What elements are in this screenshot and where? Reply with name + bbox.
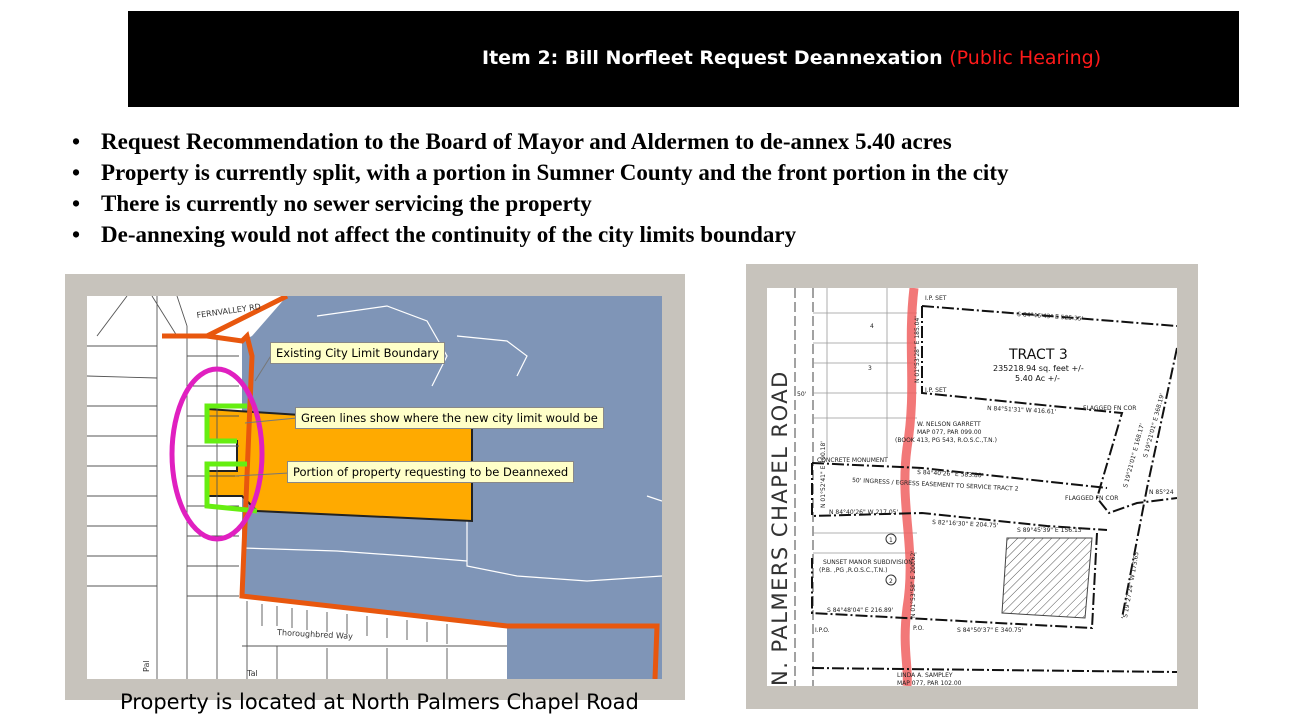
tract-area: 235218.94 sq. feet +/- [993,364,1084,373]
bearing-label: N 85°24 [1149,489,1174,496]
owner-line: MAP 077, PAR 099.00 [917,429,982,436]
bullet-item [70,219,1008,250]
marker-label: I.P.O. [815,627,830,634]
subdivision-line: SUNSET MANOR SUBDIVISION [823,559,913,566]
lot-number: 1 [889,537,893,544]
street-label-thoroughbred: Thoroughbred Way [276,628,354,641]
tract-acres: 5.40 Ac +/- [1015,374,1060,383]
bearing-label: S 84°50'37" E 340.75' [957,627,1024,634]
survey-plat [767,288,1177,686]
bearing-label: S 84°48'04" E 216.89' [827,607,894,614]
easement-label: 50' INGRESS / EGRESS EASEMENT TO SERVICE TRACT 2 [851,477,1019,493]
bearing-label: S 89°45'39" E 156.13' [1017,527,1084,534]
bullet-dot: • [72,129,81,154]
lot-number: 4 [870,323,874,330]
bearing-label: N 84°51'31" W 416.61' [986,405,1057,416]
marker-label: I.P. SET [925,387,947,394]
bearing-label: S 19°21'01" E 368.19' [1142,392,1167,459]
marker-label: FLAGGED FN COR [1065,495,1119,502]
bullet-list [70,126,1008,250]
bullet-dot: • [72,191,81,216]
owner-line: W. NELSON GARRETT [917,421,981,428]
owner-line: (BOOK 413, PG 543, R.O.S.C.,T.N.) [895,437,997,444]
callout-new-limit: Green lines show where the new city limit would be [295,407,604,429]
street-label-pal: Pal [142,660,151,672]
bearing-label: S 19°21'01" E 168.17' [1122,422,1147,489]
lot-number: 3 [868,365,872,372]
bearing-label: N 01°53'28" E 185.04' [914,316,921,383]
bearing-label: N 01°52'41" E 100.18' [820,441,827,508]
bullet-text: Property is currently split, with a portion in Sumner County and the front portion in the city [101,160,1009,185]
bullet-item [70,126,1008,157]
street-label-tal: Tal [247,669,258,678]
neighbor-line: LINDA A. SAMPLEY [897,672,953,679]
bullet-text: Request Recommendation to the Board of Mayor and Aldermen to de-annex 5.40 acres [101,129,952,154]
callout-existing-boundary: Existing City Limit Boundary [270,342,445,364]
road-label: N. PALMERS CHAPEL ROAD [768,370,792,686]
survey-plat-svg [767,288,1177,686]
tract-title: TRACT 3 [1009,347,1068,363]
bearing-label: S 82°16'30" E 204.75' [931,519,999,530]
callout-deannex-portion: Portion of property requesting to be Deannexed [287,461,574,483]
title-highlight: (Public Hearing) [949,47,1102,69]
bullet-text: De-annexing would not affect the continuity of the city limits boundary [101,222,797,247]
bearing-label: N 01°53'58" E 200.62' [910,551,917,618]
bearing-label: S 19°27'24" W 173.65' [1122,549,1141,619]
marker-label: P.O. [913,625,924,632]
marker-label: I.P. SET [925,295,947,302]
bullet-item [70,188,1008,219]
marker-label: FLAGGED FN COR [1083,405,1137,412]
bullet-item [70,157,1008,188]
bearing-label: 50' [797,391,807,398]
bullet-text: There is currently no sewer servicing the property [101,191,592,216]
bullet-dot: • [72,160,81,185]
left-map [87,296,662,679]
subdivision-line: (P.B. ,PG ,R.O.S.C.,T.N.) [819,567,888,574]
bearing-label: S 84°40'26" E 583.80' [916,469,984,480]
map-caption: Property is located at North Palmers Chapel Road [120,690,639,714]
lot-number: 2 [889,578,893,585]
street-label-fernvalley: FERNVALLEY RD [196,302,262,320]
bearing-label: N 84°40'26" W 217.05' [829,509,899,516]
hatched-area [1002,538,1092,618]
slide-title [482,47,1101,69]
title-main: Item 2: Bill Norfleet Request Deannexation [482,47,943,69]
bullet-dot: • [72,222,81,247]
bearing-label: S 84°46'43" E 525.35' [1016,311,1084,323]
marker-label: CONCRETE MONUMENT [817,457,888,464]
neighbor-line: MAP 077, PAR 102.00 [897,680,962,686]
